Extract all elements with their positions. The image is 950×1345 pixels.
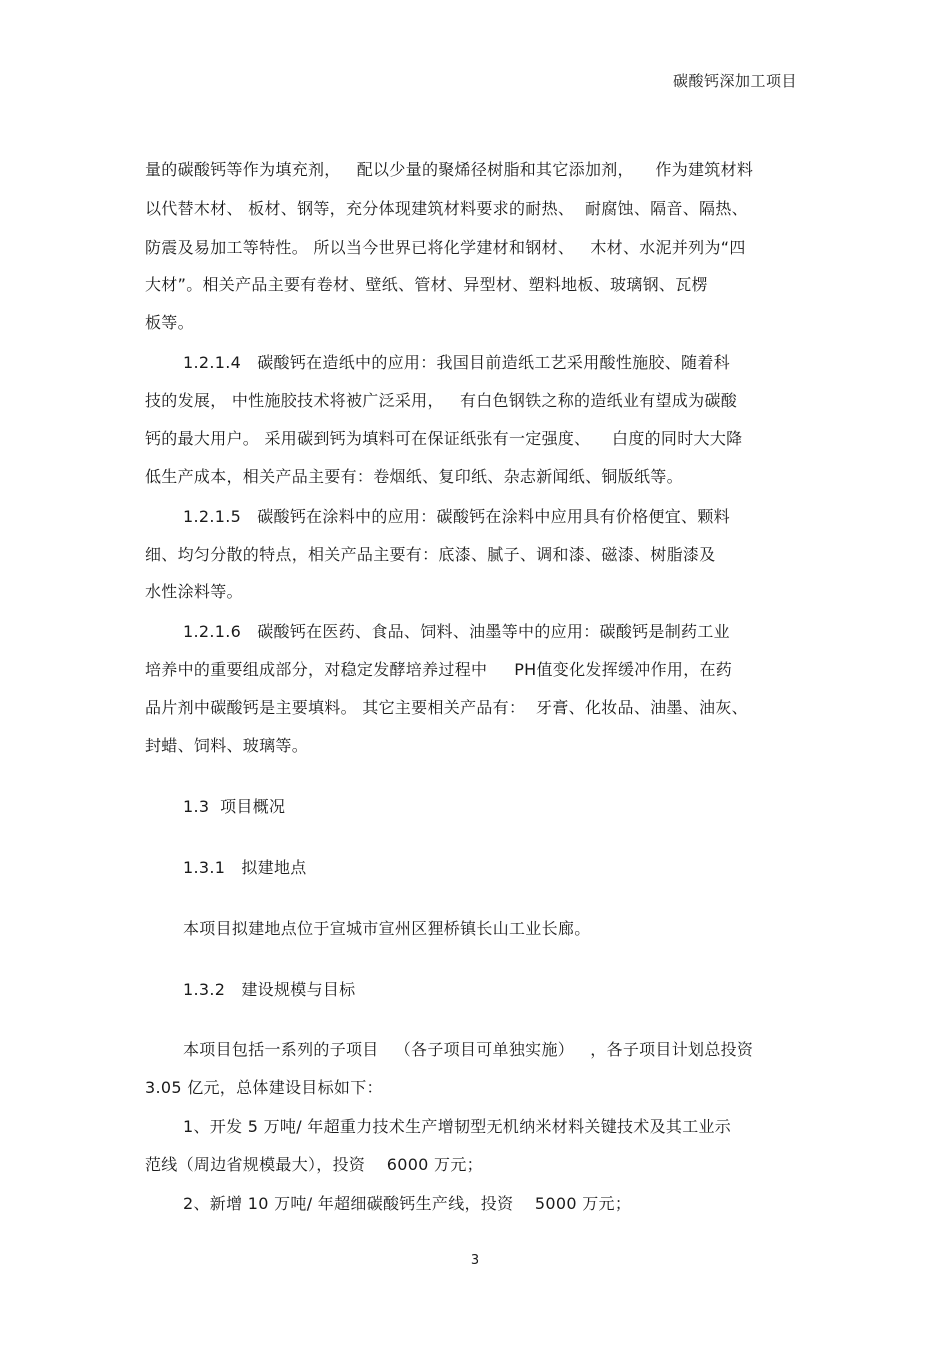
- body-line: 3.05 亿元，总体建设目标如下：: [145, 1078, 383, 1097]
- list-item-2: 2、新增 10 万吨/ 年超细碳酸钙生产线，投资 5000 万元；: [183, 1194, 632, 1213]
- body-line: 低生产成本，相关产品主要有：卷烟纸、复印纸、杂志新闻纸、铜版纸等。: [145, 467, 683, 486]
- page-number: 3: [470, 1253, 480, 1268]
- body-line: 钙的最大用户。 采用碳到钙为填料可在保证纸张有一定强度、 白度的同时大大降: [145, 429, 743, 448]
- body-line: 大材”。相关产品主要有卷材、壁纸、管材、异型材、塑料地板、玻璃钢、瓦楞: [145, 275, 708, 294]
- section-1-2-1-6-line: 1.2.1.6 碳酸钙在医药、食品、饲料、油墨等中的应用：碳酸钙是制药工业: [183, 622, 730, 641]
- body-line: 细、均匀分散的特点，相关产品主要有：底漆、腻子、调和漆、磁漆、树脂漆及: [145, 545, 716, 564]
- body-line: 品片剂中碳酸钙是主要填料。 其它主要相关产品有： 牙膏、化妆品、油墨、油灰、: [145, 698, 748, 717]
- section-1-2-1-5-line: 1.2.1.5 碳酸钙在涂料中的应用：碳酸钙在涂料中应用具有价格便宜、颗料: [183, 507, 730, 526]
- heading-1-3: 1.3 项目概况: [183, 797, 286, 816]
- list-item-1: 1、开发 5 万吨/ 年超重力技术生产增韧型无机纳米材料关键技术及其工业示: [183, 1117, 732, 1136]
- page-header-title: 碳酸钙深加工项目: [672, 72, 797, 90]
- body-line: 本项目包括一系列的子项目 （各子项目可单独实施） ，各子项目计划总投资: [183, 1040, 754, 1059]
- body-line: 范线（周边省规模最大），投资 6000 万元；: [145, 1155, 483, 1174]
- section-1-2-1-4-line: 1.2.1.4 碳酸钙在造纸中的应用：我国目前造纸工艺采用酸性施胶、随着科: [183, 353, 730, 372]
- body-line: 水性涂料等。: [145, 582, 243, 601]
- body-line: 技的发展， 中性施胶技术将被广泛采用， 有白色钢铁之称的造纸业有望成为碳酸: [145, 391, 738, 410]
- body-line: 封蜡、饲料、玻璃等。: [145, 736, 309, 755]
- body-line: 板等。: [145, 313, 194, 332]
- body-line: 培养中的重要组成部分，对稳定发酵培养过程中 PH值变化发挥缓冲作用，在药: [145, 660, 733, 679]
- heading-1-3-2: 1.3.2 建设规模与目标: [183, 980, 356, 999]
- body-line: 以代替木材、 板材、钢等，充分体现建筑材料要求的耐热、 耐腐蚀、隔音、隔热、: [145, 199, 748, 218]
- body-line: 本项目拟建地点位于宣城市宣州区狸桥镇长山工业长廊。: [183, 919, 591, 938]
- body-line: 量的碳酸钙等作为填充剂， 配以少量的聚烯径树脂和其它添加剂， 作为建筑材料: [145, 160, 754, 179]
- body-line: 防震及易加工等特性。 所以当今世界已将化学建材和钢材、 木材、水泥并列为“四: [145, 238, 746, 257]
- heading-1-3-1: 1.3.1 拟建地点: [183, 858, 307, 877]
